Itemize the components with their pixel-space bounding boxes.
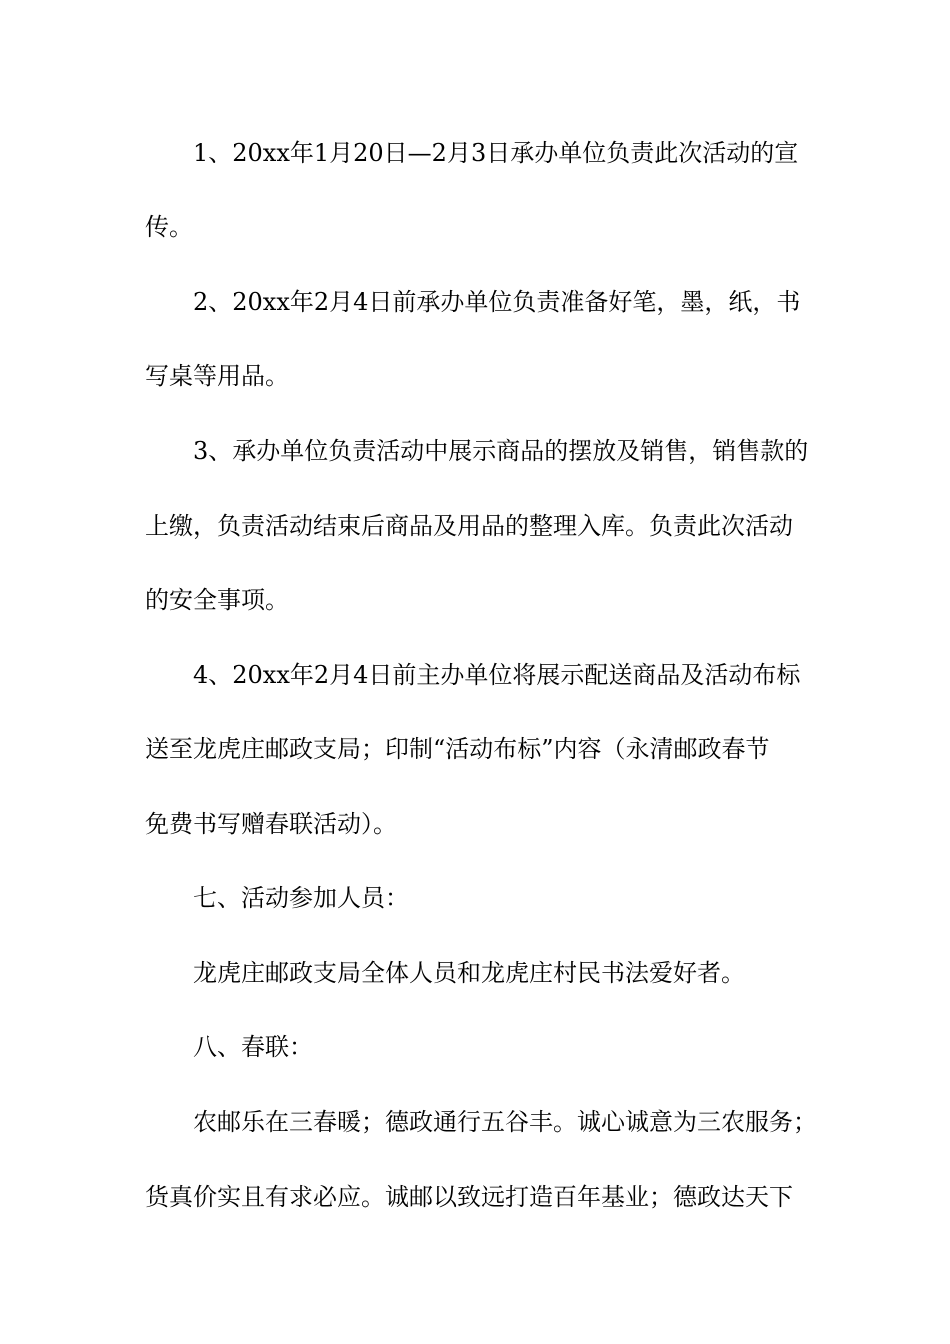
paragraph-4-line-2: 送至龙虎庄邮政支局；印制“活动布标”内容（永清邮政春节 bbox=[145, 735, 770, 763]
paragraph-1-line-2: 传。 bbox=[145, 213, 193, 241]
paragraph-4-line-3: 免费书写赠春联活动）。 bbox=[145, 810, 397, 838]
section-heading-couplets: 八、春联： bbox=[193, 1033, 313, 1061]
paragraph-1-line-1: 1、20xx年1月20日—2月3日承办单位负责此次活动的宣 bbox=[193, 139, 799, 167]
section-heading-participants: 七、活动参加人员： bbox=[193, 884, 409, 912]
paragraph-2-line-2: 写桌等用品。 bbox=[145, 362, 289, 390]
couplets-line-1: 农邮乐在三春暖；德政通行五谷丰。诚心诚意为三农服务； bbox=[193, 1108, 817, 1136]
paragraph-3-line-3: 的安全事项。 bbox=[145, 586, 289, 614]
paragraph-3-line-2: 上缴，负责活动结束后商品及用品的整理入库。负责此次活动 bbox=[145, 512, 793, 540]
paragraph-2-line-1: 2、20xx年2月4日前承办单位负责准备好笔，墨，纸，书 bbox=[193, 288, 801, 316]
paragraph-4-line-1: 4、20xx年2月4日前主办单位将展示配送商品及活动布标 bbox=[193, 661, 801, 689]
participants-text: 龙虎庄邮政支局全体人员和龙虎庄村民书法爱好者。 bbox=[193, 959, 745, 987]
couplets-line-2: 货真价实且有求必应。诚邮以致远打造百年基业；德政达天下 bbox=[145, 1183, 793, 1211]
paragraph-3-line-1: 3、承办单位负责活动中展示商品的摆放及销售，销售款的 bbox=[193, 437, 809, 465]
